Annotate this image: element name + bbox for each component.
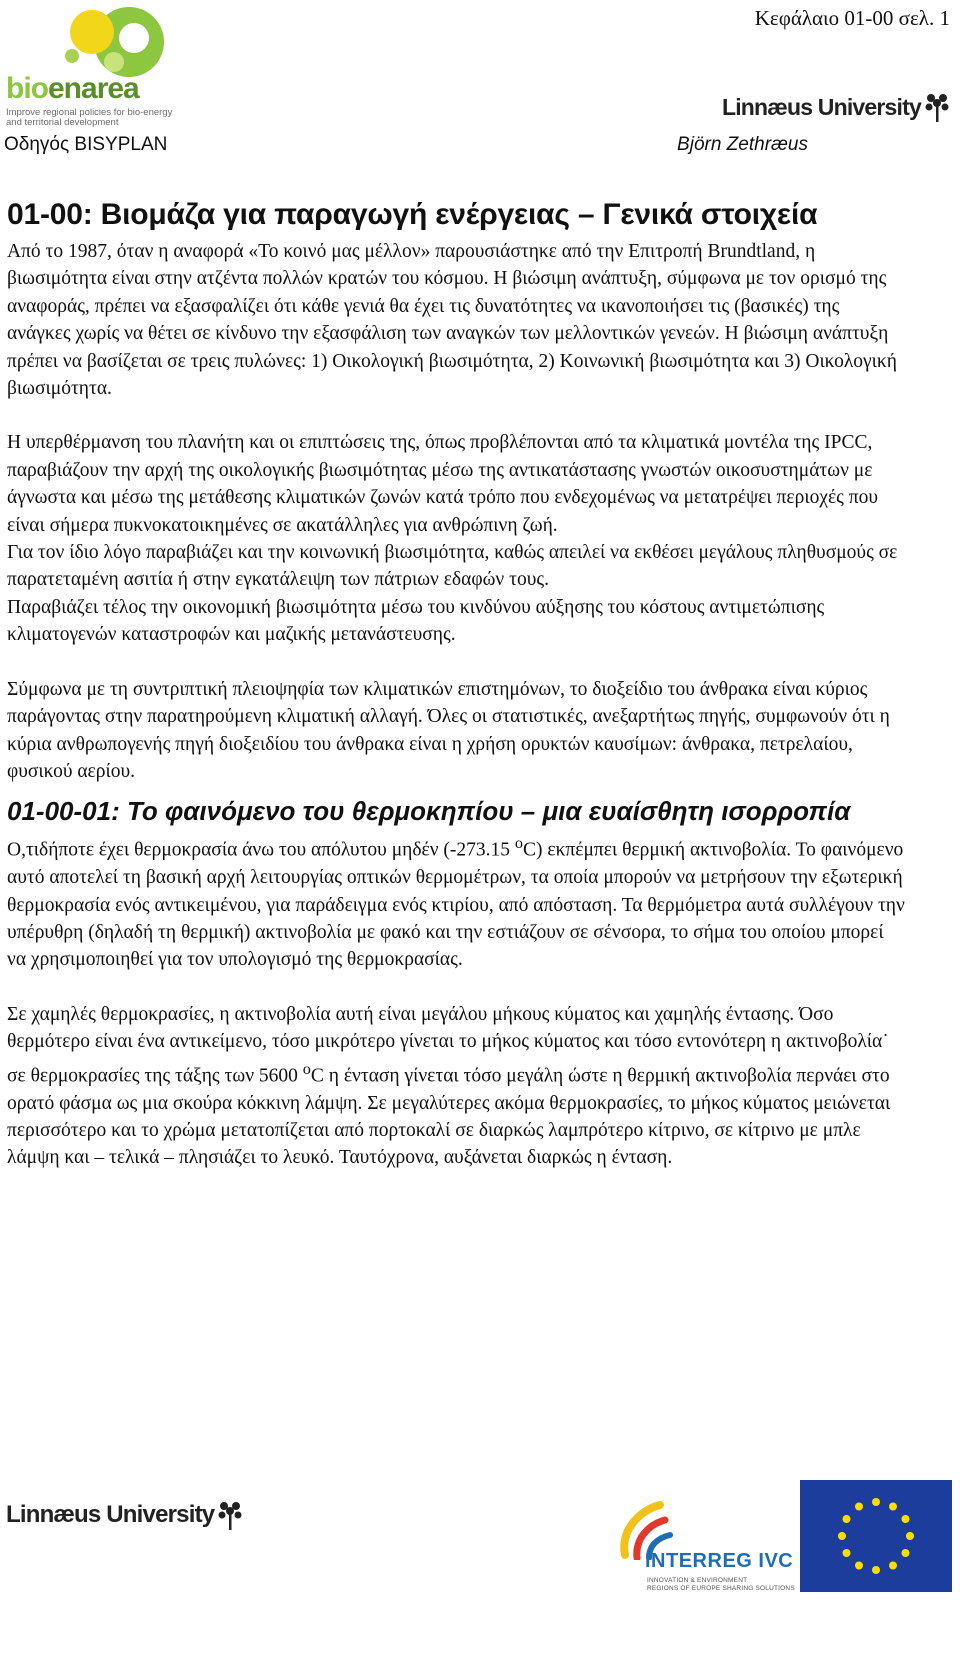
linnaeus-logo-header	[722, 92, 950, 122]
linnaeus-flower-icon	[217, 1500, 243, 1530]
paragraph-wavelength: Σε χαμηλές θερμοκρασίες, η ακτινοβολία αυτή είναι μεγάλου μήκους κύματος και χαμηλής έντασης. Όσο θερμότερο είναι ένα αντικείμενο, τόσο μικρότερο γίνεται το μήκος κύματος και τόσο εντονότερη η ακτινοβολία˙ σε θερμοκρασίες της τάξης των 5600 $^o$C η ένταση γίνεται τόσο μεγάλη ώστε η θερμική ακτινοβολία περνάει στο ορατό φάσμα ως μια σκούρα κόκκινη λάμψη. Σε μεγαλύτερες ακόμα θερμοκρασίες, το μήκος κύματος μειώνεται περισσότερο και το χρώμα μετατοπίζεται από πορτοκαλί σε διαρκώς λαμπρότερο κίτρινο, σε κίτρινο με μπλε λάμψη και – τελικά – πλησιάζει το λευκό. Ταυτόχρονα, αυξάνεται διαρκώς η ένταση.	[7, 1003, 891, 1169]
page-footer	[0, 1470, 960, 1669]
paragraph-sustainability: Από το 1987, όταν η αναφορά «Το κοινό μας μέλλον» παρουσιάστηκε από την Επιτροπή Brundtland, η βιωσιμότητα είναι στην ατζέντα πολλών κρατών του κόσμου. Η βιώσιμη ανάπτυξη, σύμφωνα με τον ορισμό της αναφοράς, πρέπει να εξασφαλίζει ότι κάθε γενιά θα έχει τις δυνατότητες να ικανοποιήσει τις (βασικές) της ανάγκες χωρίς να θέτει σε κίνδυνο την εξασφάλιση των αναγκών των μελλοντικών γενεών. Η βιώσιμη ανάπτυξη πρέπει να βασίζεται σε τρεις πυλώνες: 1) Οικολογική βιωσιμότητα, 2) Κοινωνική βιωσιμότητα και 3) Οικολογική βιωσιμότητα.	[7, 241, 897, 400]
bioenarea-logo	[4, 4, 209, 129]
section-title: 01-00-01: Το φαινόμενο του θερμοκηπίου – μια ευαίσθητη ισορροπία	[7, 796, 851, 827]
footer-university-name: Linnæus University	[6, 1501, 215, 1528]
paragraph-economic: Παραβιάζει τέλος την οικονομική βιωσιμότητα μέσω του κινδύνου αύξησης του κόστους αντιμετώπισης κλιματογενών καταστροφών και μαζικής μετανάστευσης.	[7, 596, 825, 646]
document-title: 01-00: Βιομάζα για παραγωγή ενέργειας – Γενικά στοιχεία	[7, 198, 818, 231]
university-name: Linnæus University	[721, 93, 921, 120]
interreg-tagline-1: INNOVATION & ENVIRONMENT	[647, 1577, 748, 1584]
document-body	[7, 190, 907, 1172]
linnaeus-logo-footer	[6, 1500, 243, 1530]
linnaeus-flower-icon	[924, 92, 950, 122]
bioenarea-wordmark: bioenarea	[6, 72, 139, 105]
paragraph-global-warming: Η υπερθέρμανση του πλανήτη και οι επιπτώσεις της, όπως προβλέπονται από τα κλιματικά μοντέλα της IPCC, παραβιάζουν την αρχή της οικολογικής βιωσιμότητας μέσω της αντικατάστασης γνωστών οικοσυστημάτων με άγνωστα και μέσω της μετάθεσης κλιματικών ζωνών κατά τρόπο που ενδεχομένως να μετατρέψει περιοχές που είναι σήμερα πυκνοκατοικημένες σε ακατάλληλες για ανθρώπινη ζωή.	[7, 432, 879, 536]
interreg-name: INTERREG IVC	[645, 1550, 794, 1572]
page-header	[0, 0, 960, 160]
guide-label: Οδηγός BISYPLAN	[4, 134, 168, 155]
interreg-tagline-2: REGIONS OF EUROPE SHARING SOLUTIONS	[647, 1585, 795, 1592]
eu-flag-icon	[800, 1480, 952, 1592]
interreg-logo	[615, 1500, 805, 1590]
leaf-circles-icon	[4, 4, 184, 79]
author-name: Björn Zethræus	[677, 134, 808, 155]
paragraph-social: Για τον ίδιο λόγο παραβιάζει και την κοινωνική βιωσιμότητα, καθώς απειλεί να εκθέσει μεγάλους πληθυσμούς σε παρατεταμένη ασιτία ή στην εγκατάλειψη των πάτριων εδαφών τους.	[7, 542, 898, 591]
bioenarea-tagline: Improve regional policies for bio-energy and territorial development	[6, 107, 173, 128]
page-reference: Κεφάλαιο 01-00 σελ. 1	[754, 6, 950, 30]
paragraph-thermal-radiation: Ο,τιδήποτε έχει θερμοκρασία άνω του απόλυτου μηδέν (-273.15 $^o$C) εκπέμπει θερμική ακτινοβολία. Το φαινόμενο αυτό αποτελεί τη βασική αρχή λειτουργίας οπτικών θερμομέτρων, τα οποία μπορούν να μετρήσουν την εξωτερική θερμοκρασία ενός αντικειμένου, για παράδειγμα ενός κτιρίου, από απόσταση. Τα θερμόμετρα αυτά συλλέγουν την υπέρυθρη (δηλαδή τη θερμική) ακτινοβολία με φακό και την εστιάζουν σε σένσορα, το σήμα του οποίου μπορεί να χρησιμοποιηθεί για τον υπολογισμό της θερμοκρασίας.	[7, 834, 905, 971]
paragraph-co2: Σύμφωνα με τη συντριπτική πλειοψηφία των κλιματικών επιστημόνων, το διοξείδιο του άνθρακα είναι κύριος παράγοντας στην παρατηρούμενη κλιματική αλλαγή. Όλες οι στατιστικές, ανεξαρτήτως πηγής, συμφωνούν ότι η κύρια ανθρωπογενής πηγή διοξειδίου του άνθρακα είναι η χρήση ορυκτών καυσίμων: άνθρακα, πετρελαίου, φυσικού αερίου.	[7, 678, 890, 782]
